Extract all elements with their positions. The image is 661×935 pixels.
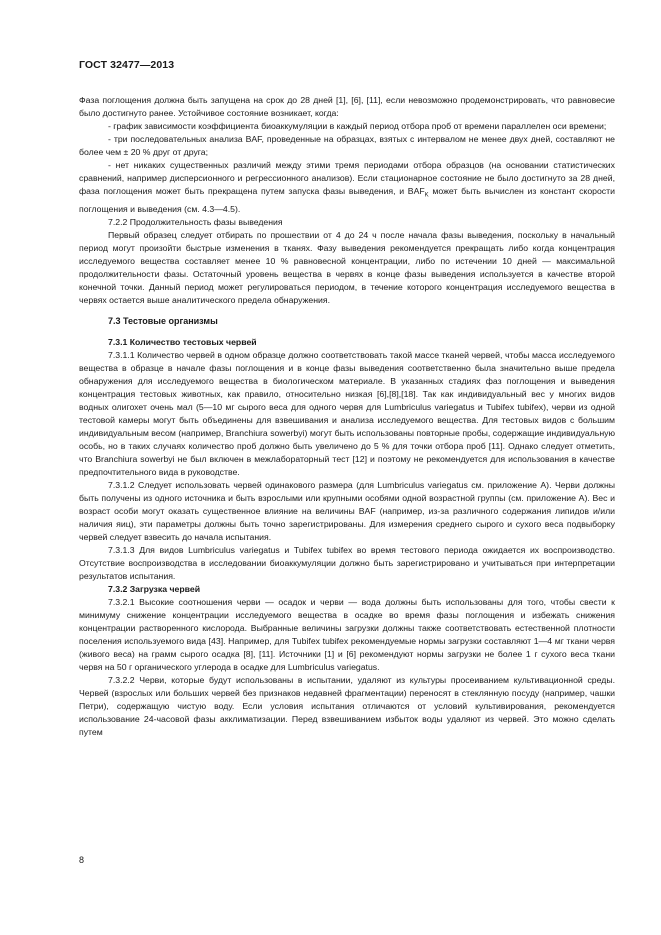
bullet-item — [79, 159, 615, 216]
paragraph-7-3-1-2: 7.3.1.2 Следует использовать червей одинакового размера (для Lumbriculus variegatus см. приложение А). Черви должны быть получены из одного источника и быть взрослыми или крупными особями одной возрастной группы (см. приложение А). Вес и возраст особи могут оказать существенное влияние на величины BAF (например, из-за различного содержания липидов и/или наличия яиц), эти параметры должны быть точно зарегистрированы. Для измерения среднего сырого и сухого веса подвыборку червей следует взвесить до начала испытания. — [79, 479, 615, 542]
paragraph-7-3-1-3: 7.3.1.3 Для видов Lumbriculus variegatus и Tubifex tubifex во время тестового периода ожидается их воспроизводство. Отсутствие воспроизводства в исследовании биоаккумуляции должно быть зарегистрировано и учитываться при интерпретации результатов испытания. — [79, 544, 615, 581]
section-heading-7-3-1: 7.3.1 Количество тестовых червей — [108, 336, 257, 347]
paragraph-7-3-2-1: 7.3.2.1 Высокие соотношения черви — осадок и черви — вода должны быть использованы для того, чтобы свести к минимуму снижение концентрации исследуемого вещества в осадке во время фазы поглощения и избежать снижения концентрации растворенного кислорода. Выбранные величины загрузки должны также соответствовать естественной плотности поселения используемого вида [43]. Например, для Tubifex tubifex рекомендуемые нормы загрузки составляют 1—4 мг ткани червя (живого веса) на грамм сырого осадка [8], [11]. Источники [1] и [6] рекомендуют нормы загрузки не более 1 г сухого веса ткани червя на 50 г органического углерода в осадке для Lumbriculus variegatus. — [79, 596, 615, 672]
bullet-text: - нет никаких существенных различий между этими тремя периодами отбора образцов (на основании статистических сравнений, например дисперсионного и регрессионного анализов). Если стационарное состояние не было достигнуто за 28 дней, фаза поглощения может быть прекращена путем запуска фазы выведения, и BAF — [79, 160, 615, 196]
section-heading-7-3: 7.3 Тестовые организмы — [108, 315, 218, 326]
bullet-item: - график зависимости коэффициента биоаккумуляции в каждый период отбора проб от времени параллелен оси времени; — [108, 121, 607, 131]
document-header: ГОСТ 32477—2013 — [79, 59, 175, 71]
section-heading-7-3-2: 7.3.2 Загрузка червей — [108, 583, 201, 594]
paragraph-7-3-1-1: 7.3.1.1 Количество червей в одном образце должно соответствовать такой массе тканей червей, чтобы масса исследуемого вещества в образце в начале фазы поглощения и в конце фазы выведения соответственно была значительно выше предела обнаружения для исследуемого вещества в биологическом материале. В указанных стадиях фаз поглощения и выведения концентрация тестовых животных, как правило, относительно низкая [6],[8],[18]. Так как индивидуальный вес у многих видов водных олигохет очень мал (5—10 мг сырого веса для одного червя для Lumbriculus variegatus и Tubifex tubifex), черви из одной тестовой камеры могут быть объединены для взвешивания и анализа исследуемого вещества. Для тестовых видов с большим индивидуальным весом (например, Branchiura sowerbyi) могут быть использованы повторные пробы, содержащие индивидуальную особь, но в таких случаях количество проб должно быть увеличено до 5 % для точки отбора проб [11]. Однако следует отметить, что Branchiura sowerbyi не был включен в межлабораторный тест [12] и поэтому не рекомендуется для использования в качестве предпочтительного вида в руководстве. — [79, 349, 615, 477]
baf-subscript: K — [424, 192, 429, 199]
paragraph-elimination-phase: Первый образец следует отбирать по прошествии от 4 до 24 ч после начала фазы выведения, поскольку в начальный период могут произойти быстрые изменения в тканях. Фазу выведения рекомендуется прекращать либо когда концентрация исследуемого вещества составляет менее 10 % равновесной концентрации, либо по истечении 10 дней — максимальной продолжительности фазы. Остаточный уровень вещества в червях в конце фазы выведения используется в качестве второй конечной точки. Данный период может регулироваться периодом, в течение которого концентрация исследуемого вещества в червях остается выше аналитического предела обнаружения. — [79, 229, 615, 305]
paragraph-7-3-2-2: 7.3.2.2 Черви, которые будут использованы в испытании, удаляют из культуры просеиванием культивационной среды. Червей (взрослых или больших червей без признаков недавней фрагментации) переносят в стеклянную посуду (например, чашки Петри), содержащую чистую воду. Если условия испытания отличаются от условий культивирования, рекомендуется использование 24-часовой фазы акклиматизации. Перед взвешиванием избыток воды удаляют из червей. Это можно сделать путем — [79, 674, 615, 737]
page-number: 8 — [79, 855, 85, 865]
document-body — [79, 94, 615, 739]
section-heading-7-2-2: 7.2.2 Продолжительность фазы выведения — [108, 216, 283, 227]
bullet-item: - три последовательных анализа BAF, проведенные на образцах, взятых с интервалом не менее двух дней, составляют не более чем ± 20 % друг от друга; — [79, 134, 615, 157]
paragraph-uptake-phase: Фаза поглощения должна быть запущена на срок до 28 дней [1], [6], [11], если невозможно продемонстрировать, что равновесие было достигнуто ранее. Устойчивое состояние возникает, когда: — [79, 95, 615, 118]
bullet-text-end: может быть вычислен из констант скорости поглощения и выведения (см. 4.3—4.5). — [79, 186, 615, 214]
